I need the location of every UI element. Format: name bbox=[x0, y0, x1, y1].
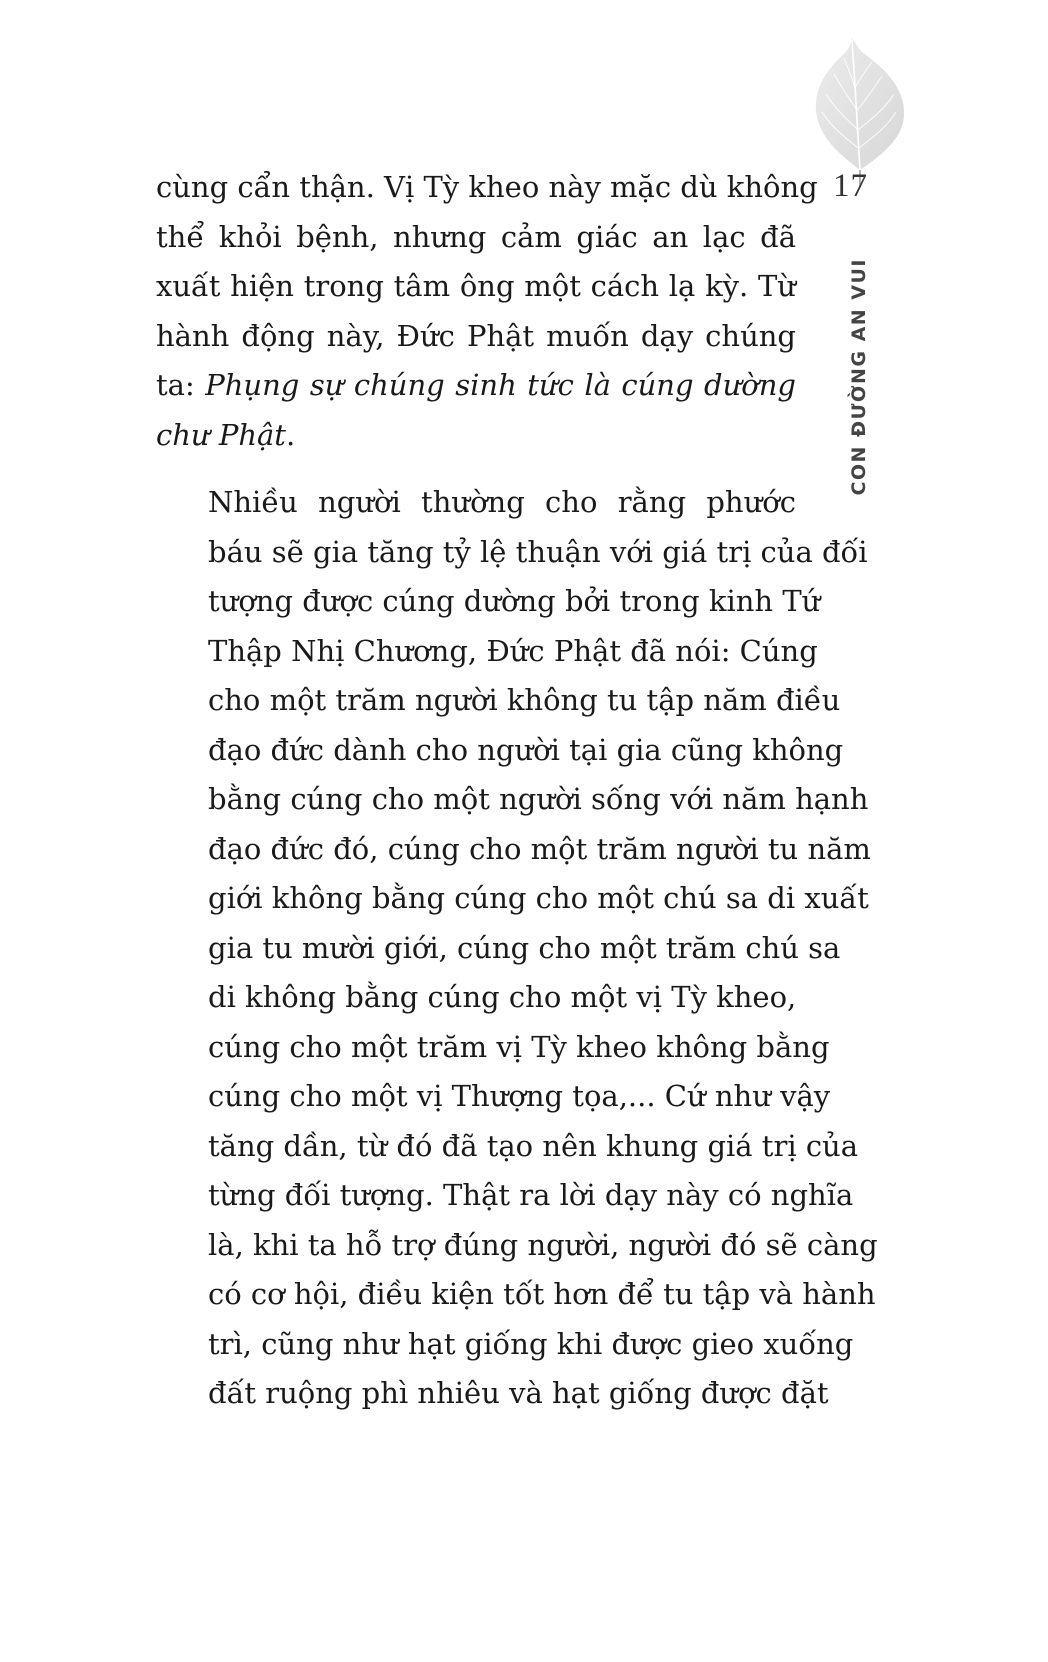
text-line: xuất hiện trong tâm ông một cách lạ kỳ. Từ bbox=[156, 269, 796, 303]
text-line: báu sẽ gia tăng tỷ lệ thuận với giá trị của đối bbox=[208, 534, 868, 569]
text-line: tượng được cúng dường bởi trong kinh Tứ bbox=[208, 584, 821, 618]
text-line: Nhiều người thường cho rằng phước bbox=[208, 485, 796, 519]
italic-quote-end: chư Phật bbox=[156, 417, 286, 452]
text-line: gia tu mười giới, cúng cho một trăm chú sa bbox=[208, 930, 841, 965]
text-line: là, khi ta hỗ trợ đúng người, người đó sẽ càng bbox=[208, 1227, 878, 1262]
text-line: đạo đức dành cho người tại gia cũng không bbox=[208, 732, 844, 767]
text-line: có cơ hội, điều kiện tốt hơn để tu tập và hành bbox=[208, 1277, 876, 1311]
page-number: 17 bbox=[833, 168, 868, 204]
text-line: bằng cúng cho một người sống với năm hạnh bbox=[208, 782, 869, 816]
text-line: hành động này, Đức Phật muốn dạy chúng bbox=[156, 318, 796, 353]
text-line: tăng dần, từ đó đã tạo nên khung giá trị của bbox=[208, 1128, 859, 1163]
text-line: cùng cẩn thận. Vị Tỳ kheo này mặc dù không bbox=[156, 170, 818, 204]
text-line: cho một trăm người không tu tập năm điều bbox=[208, 683, 841, 717]
text-line bbox=[156, 361, 796, 411]
text-line: đất ruộng phì nhiêu và hạt giống được đặt bbox=[208, 1376, 829, 1410]
text-line: từng đối tượng. Thật ra lời dạy này có nghĩa bbox=[208, 1178, 854, 1212]
text-line: di không bằng cúng cho một vị Tỳ kheo, bbox=[208, 980, 797, 1014]
text-segment: . bbox=[285, 417, 296, 452]
text-line: thể khỏi bệnh, nhưng cảm giác an lạc đã bbox=[156, 219, 796, 254]
text-line: Thập Nhị Chương, Đức Phật đã nói: Cúng bbox=[208, 633, 818, 668]
text-line: trì, cũng như hạt giống khi được gieo xuống bbox=[208, 1326, 854, 1361]
running-title bbox=[848, 258, 888, 508]
text-segment: ta: bbox=[156, 368, 206, 402]
paragraph-1 bbox=[156, 163, 818, 460]
text-line bbox=[156, 411, 796, 461]
running-title-text: CON ĐƯỜNG AN VUI bbox=[848, 258, 870, 496]
text-line: cúng cho một trăm vị Tỳ kheo không bằng bbox=[208, 1029, 830, 1064]
bodhi-leaf-icon bbox=[812, 38, 908, 188]
text-line: đạo đức đó, cúng cho một trăm người tu năm bbox=[208, 831, 871, 866]
italic-quote: Phụng sự chúng sinh tức là cúng dường bbox=[205, 368, 796, 402]
text-line: cúng cho một vị Thượng tọa,... Cứ như vậy bbox=[208, 1079, 831, 1113]
text-line: giới không bằng cúng cho một chú sa di xuất bbox=[208, 881, 869, 915]
paragraph-2 bbox=[156, 478, 878, 1419]
